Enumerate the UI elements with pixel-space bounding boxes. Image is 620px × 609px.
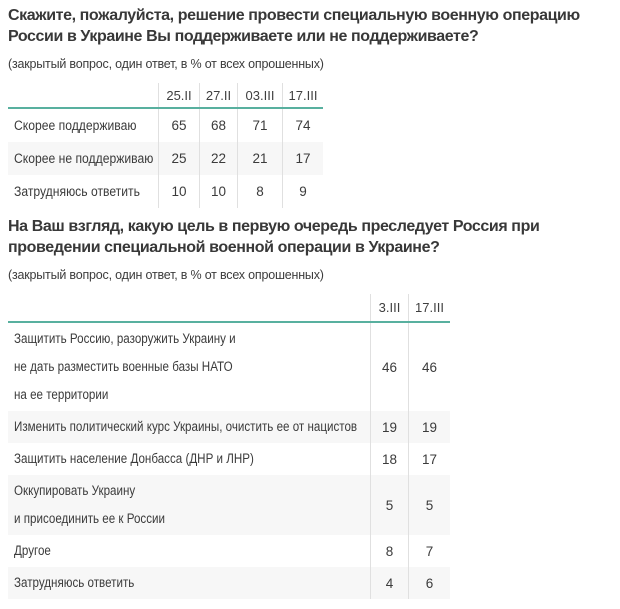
value-cell: 21 [237, 142, 282, 175]
value-cell: 19 [370, 411, 408, 443]
table1-header-row [8, 83, 323, 109]
value-cell: 7 [408, 535, 450, 567]
question1-title-line1: Скажите, пожалуйста, решение провести специальную военную операцию [8, 7, 580, 24]
value-cell: 8 [237, 175, 282, 208]
value-cell: 25 [158, 142, 199, 175]
value-cell: 17 [408, 443, 450, 475]
value-cell: 65 [158, 109, 199, 142]
table-row [8, 109, 323, 142]
question2-title [8, 216, 612, 258]
question1-section [8, 5, 612, 208]
question2-title-line2: проведении специальной военной операции в Украине? [8, 239, 440, 256]
table-row [8, 175, 323, 208]
row-label: Защитить население Донбасса (ДНР и ЛНР) [14, 451, 254, 466]
value-cell: 6 [408, 567, 450, 599]
value-cell: 17 [282, 142, 323, 175]
value-cell: 46 [408, 323, 450, 411]
row-label: Изменить политический курс Украины, очистить ее от нацистов [14, 419, 358, 434]
table-row [8, 535, 450, 567]
table-row [8, 567, 450, 599]
column-header: 27.II [199, 83, 237, 107]
poll-table-1 [8, 83, 323, 208]
value-cell: 71 [237, 109, 282, 142]
row-label: Скорее поддерживаю [14, 117, 137, 133]
value-cell: 10 [158, 175, 199, 208]
question1-subtitle: (закрытый вопрос, один ответ, в % от всех опрошенных) [8, 57, 324, 71]
column-header: 03.III [237, 83, 282, 107]
table-row [8, 443, 450, 475]
row-label: Оккупировать Украину и присоединить ее к России [14, 483, 166, 526]
question2-section [8, 216, 612, 599]
value-cell: 18 [370, 443, 408, 475]
value-cell: 10 [199, 175, 237, 208]
value-cell: 74 [282, 109, 323, 142]
question2-title-line1: На Ваш взгляд, какую цель в первую очередь преследует Россия при [8, 218, 540, 235]
column-header: 17.III [408, 294, 450, 321]
poll-table-2 [8, 294, 450, 599]
table2-header-row [8, 294, 450, 323]
row-label: Скорее не поддерживаю [14, 150, 154, 166]
row-label: Защитить Россию, разоружить Украину и не дать разместить военные базы НАТО на ее территории [14, 331, 236, 402]
value-cell: 8 [370, 535, 408, 567]
column-header: 25.II [158, 83, 199, 107]
value-cell: 4 [370, 567, 408, 599]
row-label: Затрудняюсь ответить [14, 183, 140, 199]
table-row [8, 142, 323, 175]
value-cell: 22 [199, 142, 237, 175]
table1-header-spacer [8, 83, 158, 107]
table-row [8, 411, 450, 443]
question1-title-line2: России в Украине Вы поддерживаете или не поддерживаете? [8, 28, 479, 45]
value-cell: 46 [370, 323, 408, 411]
question1-title [8, 5, 612, 47]
table-row [8, 323, 450, 411]
column-header: 3.III [370, 294, 408, 321]
column-header: 17.III [282, 83, 323, 107]
question2-subtitle: (закрытый вопрос, один ответ, в % от всех опрошенных) [8, 268, 324, 282]
value-cell: 9 [282, 175, 323, 208]
value-cell: 68 [199, 109, 237, 142]
table-row [8, 475, 450, 535]
row-label: Затрудняюсь ответить [14, 575, 135, 590]
row-label: Другое [14, 543, 51, 558]
value-cell: 5 [370, 475, 408, 535]
value-cell: 5 [408, 475, 450, 535]
table2-header-spacer [8, 294, 370, 321]
value-cell: 19 [408, 411, 450, 443]
